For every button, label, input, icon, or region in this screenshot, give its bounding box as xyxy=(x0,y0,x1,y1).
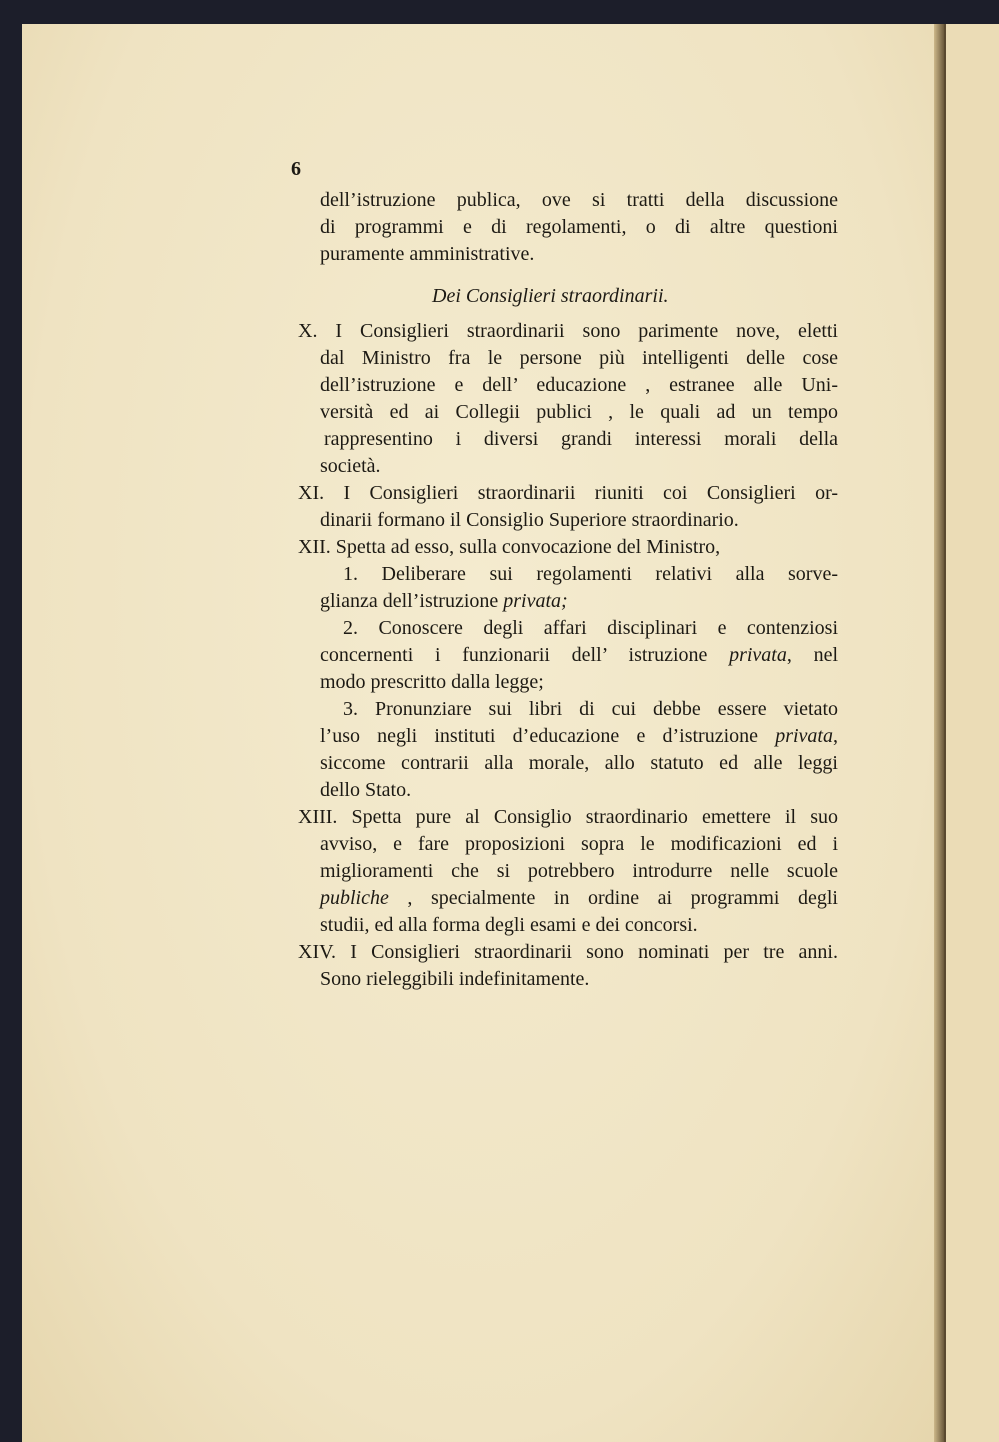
text-span: X. I Consiglieri straordinarii sono parimente nove, eletti xyxy=(298,320,838,342)
text-line xyxy=(298,481,838,505)
text-line xyxy=(320,751,838,775)
text-span: glianza dell’istruzione xyxy=(320,590,504,612)
text-line xyxy=(320,508,739,532)
text-line xyxy=(320,670,544,694)
text-span: l’uso negli instituti d’educazione e d’istruzione xyxy=(320,725,776,747)
text-span: dal Ministro fra le persone più intelligenti delle cose xyxy=(320,347,838,369)
text-line xyxy=(320,400,838,424)
text-span: 2. Conoscere degli affari disciplinari e contenziosi xyxy=(343,617,838,639)
italic-text: privata xyxy=(729,644,787,666)
text-span: dello Stato. xyxy=(320,779,412,801)
text-span: dinarii formano il Consiglio Superiore straordinario. xyxy=(320,509,739,531)
text-line xyxy=(320,346,838,370)
text-line xyxy=(320,859,838,883)
text-line xyxy=(320,454,381,478)
text-line xyxy=(320,242,534,266)
text-line xyxy=(320,188,838,212)
text-line xyxy=(320,886,838,910)
text-span: di programmi e di regolamenti, o di altre questioni xyxy=(320,216,838,238)
text-span: modo prescritto dalla legge; xyxy=(320,671,544,693)
text-line xyxy=(320,832,838,856)
text-span: società. xyxy=(320,455,381,477)
text-line xyxy=(298,940,838,964)
italic-text: privata; xyxy=(503,590,568,612)
text-span: siccome contrarii alla morale, allo statuto ed alle leggi xyxy=(320,752,838,774)
text-span: XII. Spetta ad esso, sulla convocazione del Ministro, xyxy=(298,536,721,558)
text-span: rappresentino i diversi grandi interessi morali della xyxy=(324,428,838,450)
text-span: avviso, e fare proposizioni sopra le modificazioni ed i xyxy=(320,833,838,855)
text-span: studii, ed alla forma degli esami e dei concorsi. xyxy=(320,914,698,936)
text-line xyxy=(320,967,589,991)
text-line xyxy=(320,589,568,613)
text-line xyxy=(320,724,838,748)
adjacent-page-edge xyxy=(944,24,999,1442)
italic-text: publiche xyxy=(320,887,389,909)
text-line xyxy=(298,319,838,343)
text-line xyxy=(320,215,838,239)
text-span: , nel xyxy=(786,644,839,666)
text-line xyxy=(320,913,698,937)
text-line xyxy=(343,616,838,640)
page-gutter xyxy=(934,24,944,1442)
text-line xyxy=(320,643,838,667)
text-span: XIV. I Consiglieri straordinarii sono nominati per tre anni. xyxy=(298,941,838,963)
text-span: Sono rieleggibili indefinitamente. xyxy=(320,968,590,990)
text-span: , specialmente in ordine ai programmi degli xyxy=(388,887,838,909)
text-span: puramente amministrative. xyxy=(320,243,535,265)
text-line xyxy=(343,562,838,586)
text-span: XI. I Consiglieri straordinarii riuniti coi Consiglieri or- xyxy=(298,482,838,504)
text-line xyxy=(298,805,838,829)
text-span: concernenti i funzionarii dell’ istruzione xyxy=(320,644,730,666)
text-line xyxy=(298,535,720,559)
text-line xyxy=(343,697,838,721)
section-heading xyxy=(432,284,669,308)
text-line xyxy=(320,778,411,802)
text-span: , xyxy=(833,725,838,747)
text-span: XIII. Spetta pure al Consiglio straordinario emettere il suo xyxy=(298,806,838,828)
page-number: 6 xyxy=(291,158,301,180)
italic-text: privata xyxy=(775,725,833,747)
text-span: 3. Pronunziare sui libri di cui debbe essere vietato xyxy=(343,698,838,720)
text-line xyxy=(320,373,838,397)
italic-text: Dei Consiglieri straordinarii. xyxy=(432,285,669,307)
text-span: dell’istruzione e dell’ educazione , estranee alle Uni- xyxy=(320,374,838,396)
text-span: dell’istruzione publica, ove si tratti della discussione xyxy=(320,189,838,211)
text-span: 1. Deliberare sui regolamenti relativi alla sorve- xyxy=(343,563,838,585)
text-span: versità ed ai Collegii publici , le quali ad un tempo xyxy=(320,401,838,423)
text-span: miglioramenti che si potrebbero introdurre nelle scuole xyxy=(320,860,838,882)
text-line xyxy=(324,427,838,451)
